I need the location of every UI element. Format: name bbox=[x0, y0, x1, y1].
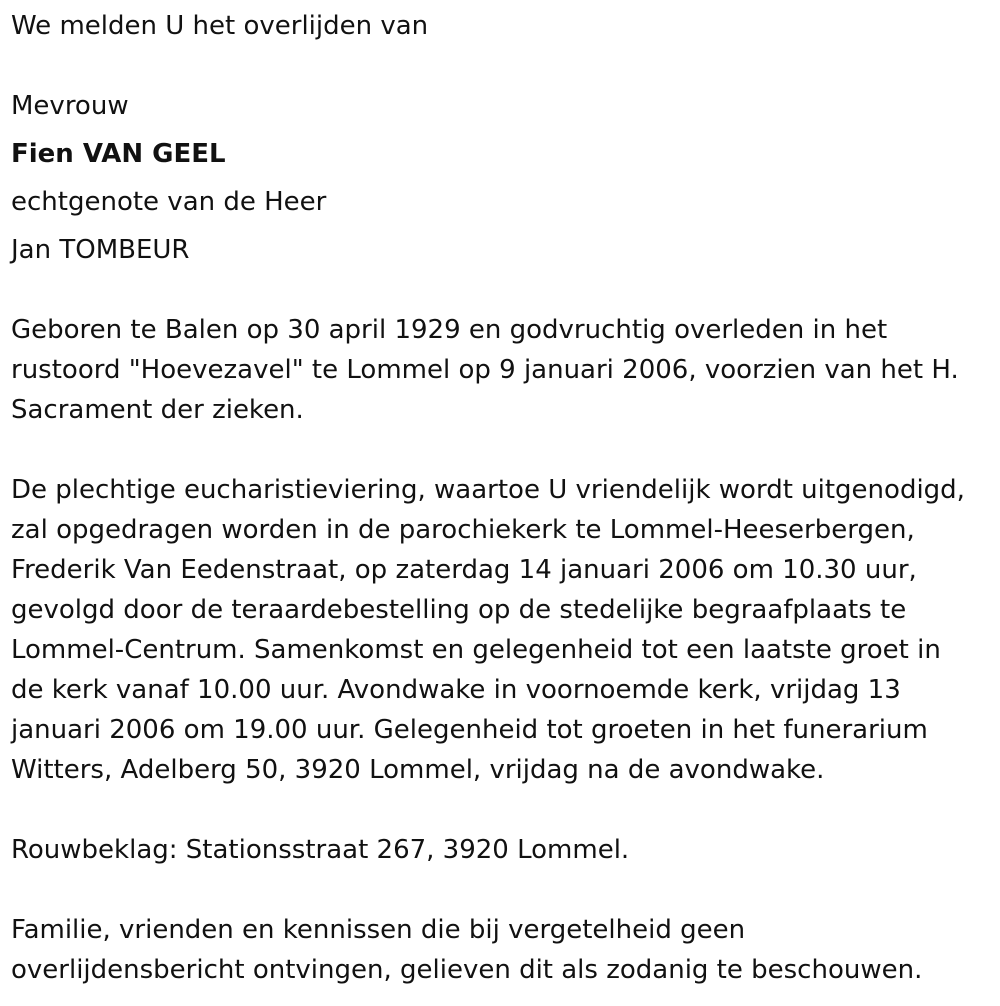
paragraph-line: de kerk vanaf 10.00 uur. Avondwake in voornoemde kerk, vrijdag 13 bbox=[11, 675, 901, 705]
funeral-service-paragraph bbox=[11, 470, 996, 790]
spouse-name: Jan TOMBEUR bbox=[11, 235, 190, 265]
family-paragraph bbox=[11, 910, 996, 990]
paragraph-line: januari 2006 om 19.00 uur. Gelegenheid tot groeten in het funerarium bbox=[11, 715, 928, 745]
relation-text: echtgenote van de Heer bbox=[11, 187, 327, 217]
paragraph-line: overlijdensbericht ontvingen, gelieven dit als zodanig te beschouwen. bbox=[11, 955, 923, 985]
paragraph-line: Lommel-Centrum. Samenkomst en gelegenheid tot een laatste groet in bbox=[11, 635, 941, 665]
condolence-paragraph bbox=[11, 830, 996, 870]
birth-death-paragraph bbox=[11, 310, 996, 430]
paragraph-line: Familie, vrienden en kennissen die bij vergetelheid geen bbox=[11, 915, 746, 945]
paragraph-line: De plechtige eucharistieviering, waartoe U vriendelijk wordt uitgenodigd, bbox=[11, 475, 965, 505]
paragraph-line: gevolgd door de teraardebestelling op de stedelijke begraafplaats te bbox=[11, 595, 907, 625]
paragraph-line: rustoord "Hoevezavel" te Lommel op 9 januari 2006, voorzien van het H. bbox=[11, 355, 959, 385]
paragraph-line: Frederik Van Eedenstraat, op zaterdag 14 januari 2006 om 10.30 uur, bbox=[11, 555, 917, 585]
paragraph-line: Geboren te Balen op 30 april 1929 en godvruchtig overleden in het bbox=[11, 315, 888, 345]
intro-text: We melden U het overlijden van bbox=[11, 11, 429, 41]
paragraph-line: zal opgedragen worden in de parochiekerk te Lommel-Heeserbergen, bbox=[11, 515, 915, 545]
salutation: Mevrouw bbox=[11, 91, 129, 121]
condolence-address: Rouwbeklag: Stationsstraat 267, 3920 Lommel. bbox=[11, 835, 630, 865]
deceased-name: Fien VAN GEEL bbox=[11, 139, 226, 169]
paragraph-line: Sacrament der zieken. bbox=[11, 395, 304, 425]
paragraph-line: Witters, Adelberg 50, 3920 Lommel, vrijdag na de avondwake. bbox=[11, 755, 825, 785]
